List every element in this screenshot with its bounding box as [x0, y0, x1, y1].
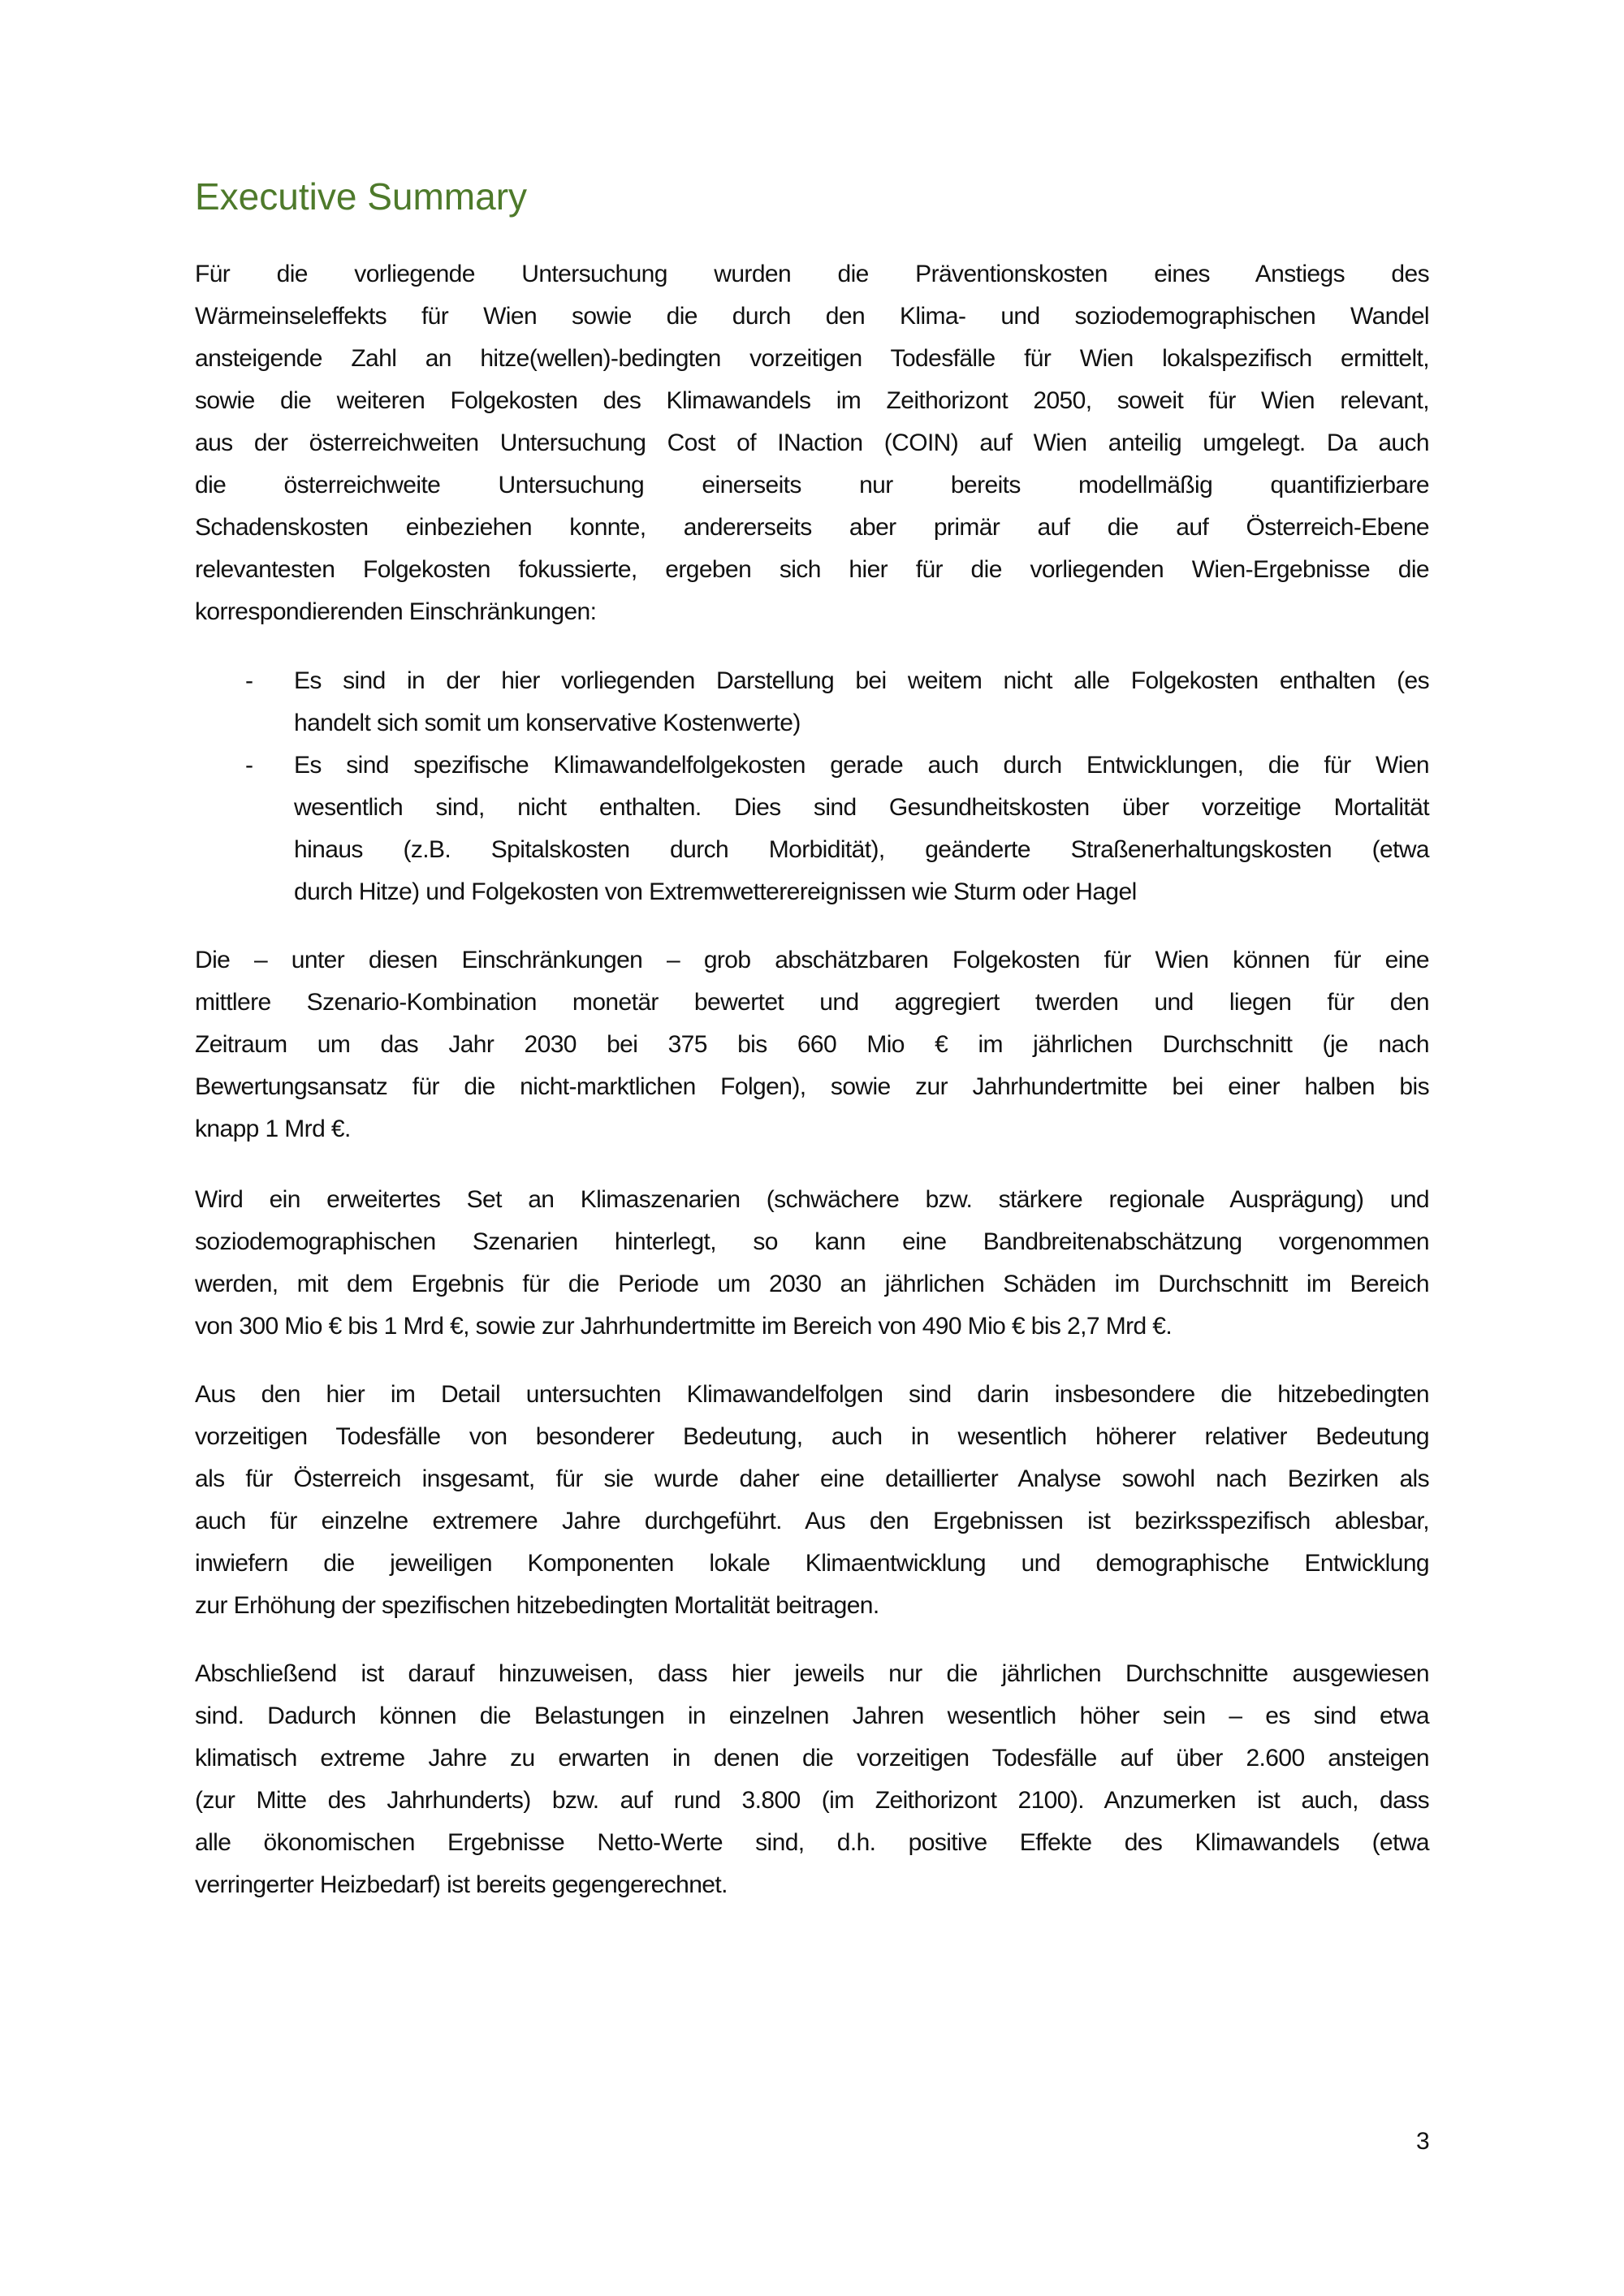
text-line: handelt sich somit um konservative Kostenwerte) [294, 710, 801, 736]
text-line: Bewertungsansatz für die nicht-marktlichen Folgen), sowie zur Jahrhundertmitte bei einer halben bis [195, 1073, 1429, 1100]
text-line: soziodemographischen Szenarien hinterlegt, so kann eine Bandbreitenabschätzung vorgenommen [195, 1228, 1429, 1255]
text-line: hinaus (z.B. Spitalskosten durch Morbidität), geänderte Straßenerhaltungskosten (etwa [294, 836, 1429, 863]
text-line: Es sind in der hier vorliegenden Darstellung bei weitem nicht alle Folgekosten enthalten (es [294, 667, 1429, 694]
text-line: Für die vorliegende Untersuchung wurden die Präventionskosten eines Anstiegs des [195, 261, 1429, 287]
text-line: verringerter Heizbedarf) ist bereits gegengerechnet. [195, 1871, 728, 1898]
text-line: Wärmeinseleffekts für Wien sowie die durch den Klima- und soziodemographischen Wandel [195, 303, 1429, 330]
text-line: inwiefern die jeweiligen Komponenten lokale Klimaentwicklung und demographische Entwicklung [195, 1550, 1429, 1577]
limitations-list [195, 660, 1429, 913]
text-line: sind. Dadurch können die Belastungen in einzelnen Jahren wesentlich höher sein – es sind etwa [195, 1703, 1429, 1729]
text-line: knapp 1 Mrd €. [195, 1116, 351, 1142]
text-line: klimatisch extreme Jahre zu erwarten in denen die vorzeitigen Todesfälle auf über 2.600 ansteigen [195, 1745, 1429, 1772]
text-line: wesentlich sind, nicht enthalten. Dies sind Gesundheitskosten über vorzeitige Mortalität [294, 794, 1429, 821]
text-line: Es sind spezifische Klimawandelfolgekosten gerade auch durch Entwicklungen, die für Wien [294, 752, 1429, 779]
paragraph-conclusion [195, 1653, 1429, 1906]
text-line: die österreichweite Untersuchung einerseits nur bereits modellmäßig quantifizierbare [195, 472, 1429, 498]
text-line: mittlere Szenario-Kombination monetär bewertet und aggregiert twerden und liegen für den [195, 989, 1429, 1016]
bullet-dash: - [245, 752, 253, 779]
text-line: als für Österreich insgesamt, für sie wurde daher eine detaillierter Analyse sowohl nach Bezirken als [195, 1465, 1429, 1492]
text-line: korrespondierenden Einschränkungen: [195, 598, 597, 625]
text-line: werden, mit dem Ergebnis für die Periode um 2030 an jährlichen Schäden im Durchschnitt im Bereich [195, 1271, 1429, 1297]
text-line: (zur Mitte des Jahrhunderts) bzw. auf rund 3.800 (im Zeithorizont 2100). Anzumerken ist auch, dass [195, 1787, 1429, 1814]
text-line: Schadenskosten einbeziehen konnte, andererseits aber primär auf die auf Österreich-Ebene [195, 514, 1429, 541]
text-line: Wird ein erweitertes Set an Klimaszenarien (schwächere bzw. stärkere regionale Ausprägung) und [195, 1186, 1429, 1213]
text-line: relevantesten Folgekosten fokussierte, ergeben sich hier für die vorliegenden Wien-Ergebnisse die [195, 556, 1429, 583]
text-line: aus der österreichweiten Untersuchung Cost of INaction (COIN) auf Wien anteilig umgelegt. Da auch [195, 429, 1429, 456]
text-line: alle ökonomischen Ergebnisse Netto-Werte sind, d.h. positive Effekte des Klimawandels (etwa [195, 1829, 1429, 1856]
paragraph-scenario-range [195, 1179, 1429, 1348]
text-line: zur Erhöhung der spezifischen hitzebedingten Mortalität beitragen. [195, 1592, 879, 1619]
text-line: Zeitraum um das Jahr 2030 bei 375 bis 660 Mio € im jährlichen Durchschnitt (je nach [195, 1031, 1429, 1058]
text-line: von 300 Mio € bis 1 Mrd €, sowie zur Jahrhundertmitte im Bereich von 490 Mio € bis 2,7 Mrd €. [195, 1313, 1173, 1340]
text-line: sowie die weiteren Folgekosten des Klimawandels im Zeithorizont 2050, soweit für Wien relevant, [195, 387, 1429, 414]
paragraph-heat-mortality [195, 1374, 1429, 1627]
paragraph-cost-estimate [195, 939, 1429, 1150]
text-line: vorzeitigen Todesfälle von besonderer Bedeutung, auch in wesentlich höherer relativer Bedeutung [195, 1423, 1429, 1450]
text-line: auch für einzelne extremere Jahre durchgeführt. Aus den Ergebnissen ist bezirksspezifisch ablesbar, [195, 1508, 1429, 1534]
text-line: Aus den hier im Detail untersuchten Klimawandelfolgen sind darin insbesondere die hitzebedingten [195, 1381, 1429, 1408]
text-line: Die – unter diesen Einschränkungen – grob abschätzbaren Folgekosten für Wien können für eine [195, 947, 1429, 973]
paragraph-intro [195, 253, 1429, 633]
list-item [195, 660, 1429, 744]
list-item [195, 744, 1429, 913]
text-line: durch Hitze) und Folgekosten von Extremwetterereignissen wie Sturm oder Hagel [294, 878, 1137, 905]
text-line: ansteigende Zahl an hitze(wellen)-bedingten vorzeitigen Todesfälle für Wien lokalspezifisch ermittelt, [195, 345, 1429, 372]
text-line: Abschließend ist darauf hinzuweisen, dass hier jeweils nur die jährlichen Durchschnitte ausgewiesen [195, 1660, 1429, 1687]
page-number: 3 [1416, 2128, 1430, 2155]
bullet-dash: - [245, 667, 253, 694]
section-heading: Executive Summary [195, 175, 528, 218]
